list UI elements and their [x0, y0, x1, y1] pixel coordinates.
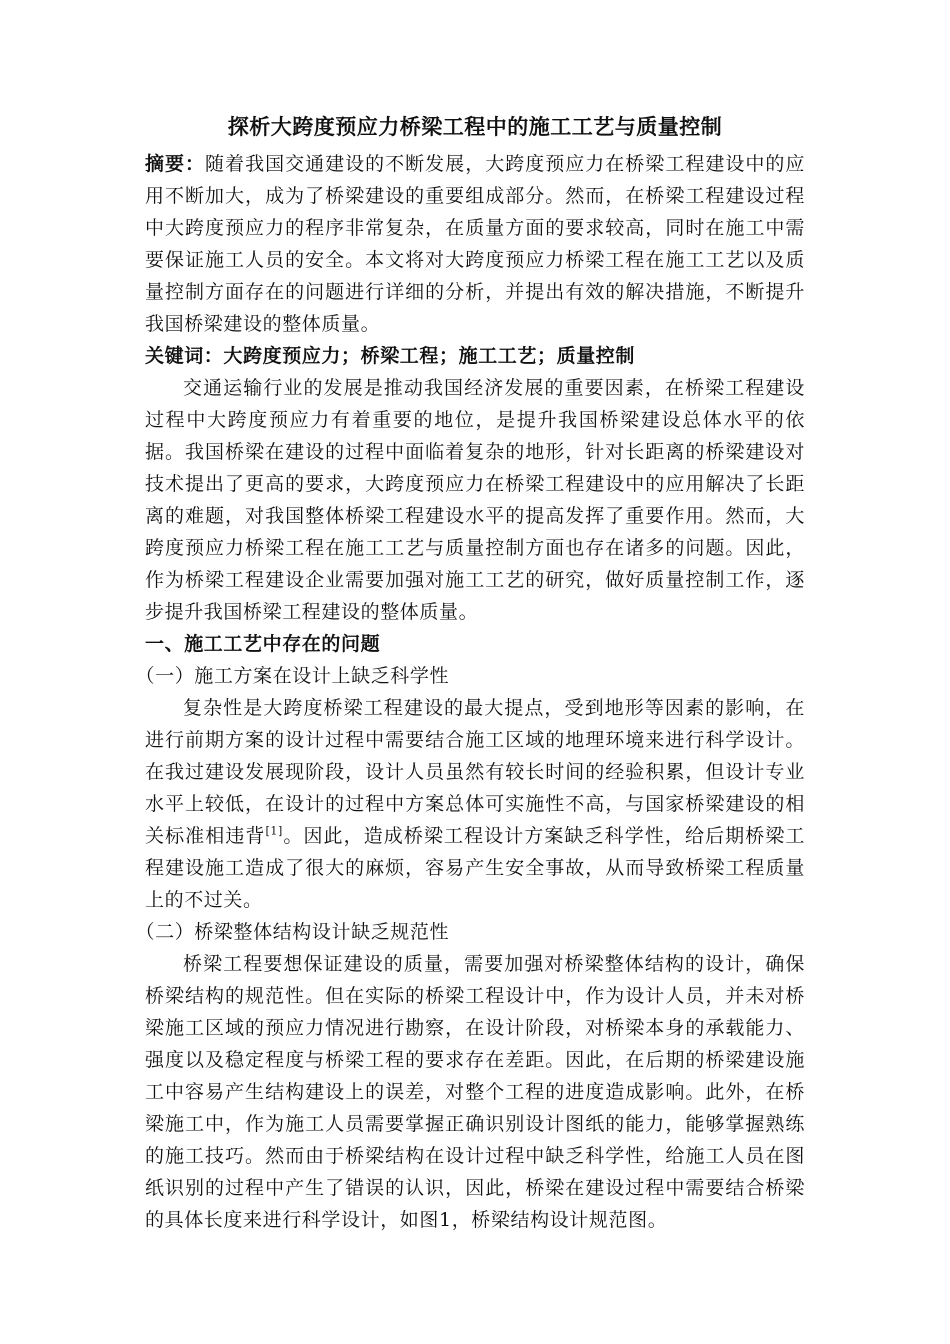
keywords-paragraph: [145, 340, 805, 372]
subsection-1-text-b: 。因此，造成桥梁工程设计方案缺乏科学性，给后期桥梁工程建设施工造成了很大的麻烦，容易产生安全事故，从而导致桥梁工程质量上的不过关。: [145, 825, 805, 911]
document-page: [135, 112, 805, 1236]
subsection-1-paragraph: [145, 692, 805, 916]
section-heading-1: 一、施工工艺中存在的问题: [145, 633, 381, 655]
subsection-2-paragraph: 桥梁工程要想保证建设的质量，需要加强对桥梁整体结构的设计，确保桥梁结构的规范性。但在实际的桥梁工程设计中，作为设计人员，并未对桥梁施工区域的预应力情况进行勘察，在设计阶段，对桥梁本身的承载能力、强度以及稳定程度与桥梁工程的要求存在差距。因此，在后期的桥梁建设施工中容易产生结构建设上的误差，对整个工程的进度造成影响。此外，在桥梁施工中，作为施工人员需要掌握正确识别设计图纸的能力，能够掌握熟练的施工技巧。然而由于桥梁结构在设计过程中缺乏科学性，给施工人员在图纸识别的过程中产生了错误的认识，因此，桥梁在建设过程中需要结合桥梁的具体长度来进行科学设计，如图1，桥梁结构设计规范图。: [145, 953, 805, 1231]
subsection-1-text-a: 复杂性是大跨度桥梁工程建设的最大提点，受到地形等因素的影响，在进行前期方案的设计过程中需要结合施工区域的地理环境来进行科学设计。在我过建设发展现阶段，设计人员虽然有较长时间的经验积累，但设计专业水平上较低，在设计的过程中方案总体可实施性不高，与国家桥梁建设的相关标准相违背: [145, 697, 805, 847]
page-title: 探析大跨度预应力桥梁工程中的施工工艺与质量控制: [227, 114, 723, 139]
abstract-label: 摘要：: [145, 153, 206, 175]
abstract-paragraph: [145, 148, 805, 340]
keywords-text: 大跨度预应力；桥梁工程；施工工艺；质量控制: [223, 345, 636, 367]
intro-paragraph: 交通运输行业的发展是推动我国经济发展的重要因素，在桥梁工程建设过程中大跨度预应力有着重要的地位，是提升我国桥梁建设总体水平的依据。我国桥梁在建设的过程中面临着复杂的地形，针对长距离的桥梁建设对技术提出了更高的要求，大跨度预应力在桥梁工程建设中的应用解决了长距离的难题，对我国整体桥梁工程建设水平的提高发挥了重要作用。然而，大跨度预应力桥梁工程在施工工艺与质量控制方面也存在诸多的问题。因此，作为桥梁工程建设企业需要加强对施工工艺的研究，做好质量控制工作，逐步提升我国桥梁工程建设的整体质量。: [145, 377, 805, 623]
subsection-heading-2: （二）桥梁整体结构设计缺乏规范性: [135, 921, 450, 943]
abstract-text: 随着我国交通建设的不断发展，大跨度预应力在桥梁工程建设中的应用不断加大，成为了桥梁建设的重要组成部分。然而，在桥梁工程建设过程中大跨度预应力的程序非常复杂，在质量方面的要求较高，同时在施工中需要保证施工人员的安全。本文将对大跨度预应力桥梁工程在施工工艺以及质量控制方面存在的问题进行详细的分析，并提出有效的解决措施，不断提升我国桥梁建设的整体质量。: [145, 153, 805, 335]
subsection-heading-1: （一）施工方案在设计上缺乏科学性: [135, 665, 450, 687]
citation-ref[interactable]: [1]: [265, 824, 283, 838]
keywords-label: 关键词：: [145, 345, 224, 367]
